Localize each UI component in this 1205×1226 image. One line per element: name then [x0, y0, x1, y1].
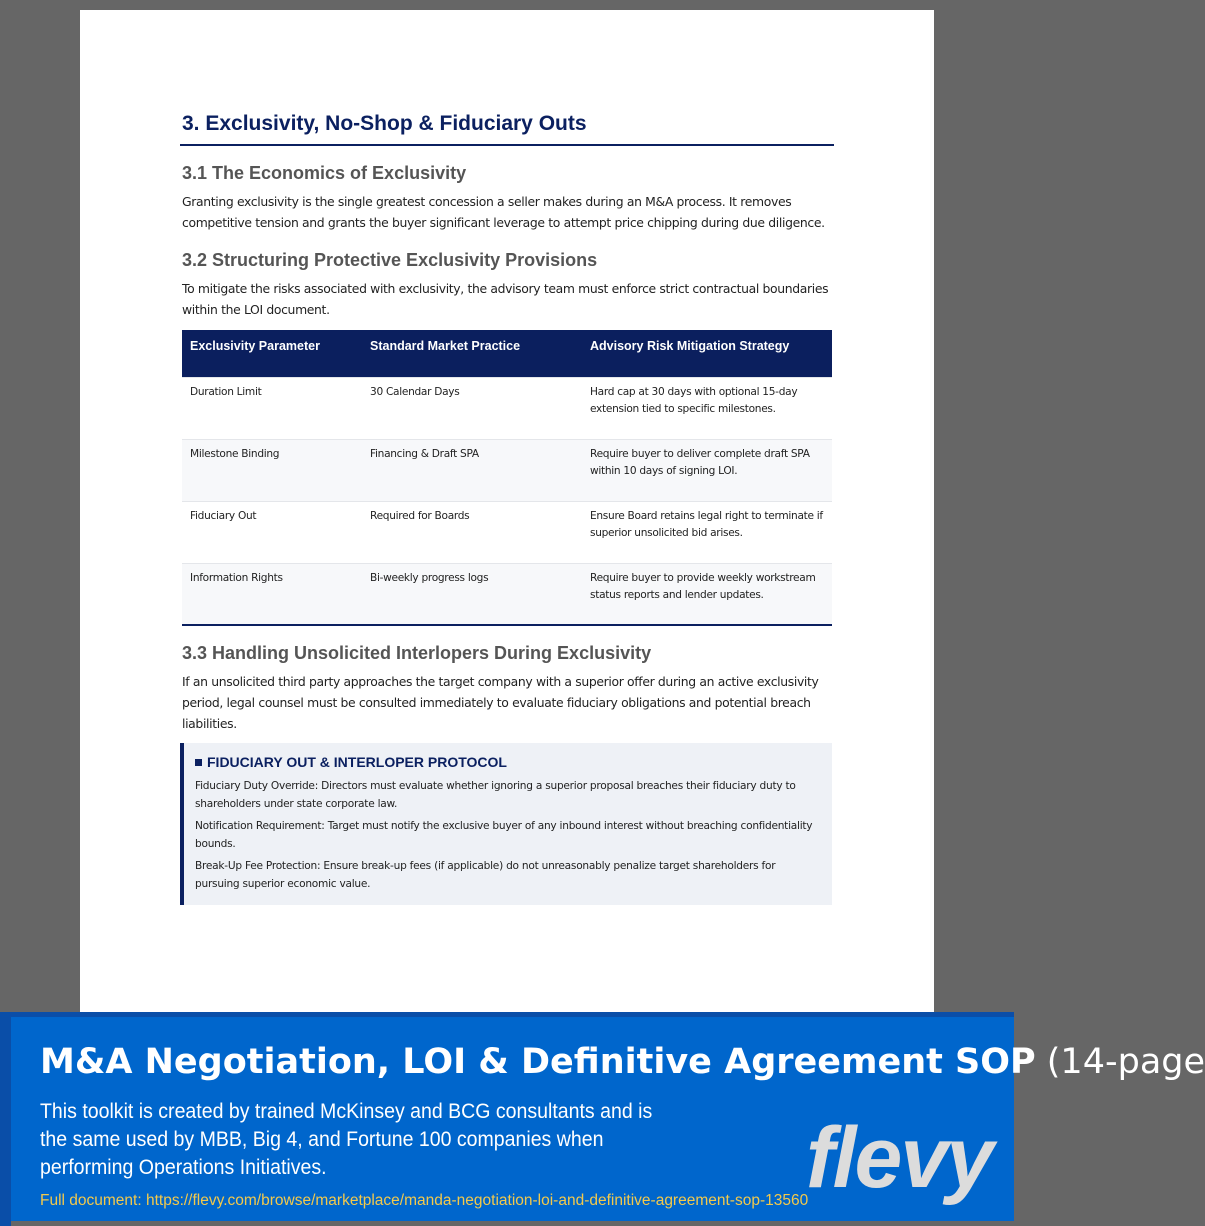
table-row [182, 377, 832, 439]
subsection-body-3-3: If an unsolicited third party approaches the target company with a superior offer during an active exclusivity period, legal counsel must be consulted immediately to evaluate fiduciary obligations and potential breach liabilities. [182, 674, 819, 731]
table-header-market-practice: Standard Market Practice [362, 330, 582, 377]
subsection-body-3-2: To mitigate the risks associated with exclusivity, the advisory team must enforce strict contractual boundaries within the LOI document. [182, 281, 829, 317]
document-content [182, 112, 834, 905]
table-cell: Ensure Board retains legal right to terminate if superior unsolicited bid arises. [582, 501, 832, 563]
table-cell: 30 Calendar Days [362, 377, 582, 439]
banner-title-pages: (14-page [1046, 1042, 1205, 1082]
table-cell: Required for Boards [362, 501, 582, 563]
table-cell: Require buyer to provide weekly workstream status reports and lender updates. [582, 563, 832, 625]
table-header-mitigation: Advisory Risk Mitigation Strategy [582, 330, 832, 377]
table-cell: Duration Limit [182, 377, 362, 439]
table-header-row [182, 330, 832, 377]
fiduciary-callout-box [180, 743, 832, 905]
table-cell: Information Rights [182, 563, 362, 625]
banner-edge [0, 1017, 11, 1226]
subsection-heading-3-1: 3.1 The Economics of Exclusivity [182, 163, 467, 183]
banner-title [40, 1042, 1205, 1082]
banner-description: This toolkit is created by trained McKinsey and BCG consultants and is the same used by MBB, Big 4, and Fortune 100 companies when performing Operations Initiatives. [40, 1100, 653, 1179]
document-page [80, 10, 934, 1020]
flevy-logo: flevy [806, 1110, 993, 1206]
table-cell: Hard cap at 30 days with optional 15-day extension tied to specific milestones. [582, 377, 832, 439]
subsection-heading-3-2: 3.2 Structuring Protective Exclusivity Provisions [182, 250, 598, 270]
banner-title-main: M&A Negotiation, LOI & Definitive Agreement SOP [40, 1042, 1036, 1082]
table-row [182, 501, 832, 563]
table-row [182, 439, 832, 501]
promo-banner [0, 1012, 1205, 1221]
exclusivity-table [182, 330, 832, 626]
callout-item: Fiduciary Duty Override: Directors must evaluate whether ignoring a superior proposal breaches their fiduciary duty to shareholders under state corporate law. [195, 780, 796, 810]
section-title: 3. Exclusivity, No-Shop & Fiduciary Outs [180, 112, 834, 146]
table-cell: Fiduciary Out [182, 501, 362, 563]
table-cell: Financing & Draft SPA [362, 439, 582, 501]
table-row [182, 563, 832, 625]
callout-title-text: FIDUCIARY OUT & INTERLOPER PROTOCOL [207, 754, 507, 770]
full-document-link[interactable]: Full document: https://flevy.com/browse/marketplace/manda-negotiation-loi-and-definitive-agreement-sop-13560 [40, 1192, 809, 1209]
subsection-body-3-1: Granting exclusivity is the single greatest concession a seller makes during an M&A process. It removes competitive tension and grants the buyer significant leverage to attempt price chipping during due diligence. [182, 194, 825, 230]
square-bullet-icon [195, 759, 202, 766]
subsection-heading-3-3: 3.3 Handling Unsolicited Interlopers During Exclusivity [182, 643, 652, 663]
table-cell: Bi-weekly progress logs [362, 563, 582, 625]
callout-title [195, 754, 820, 770]
callout-item: Break-Up Fee Protection: Ensure break-up fees (if applicable) do not unreasonably penalize target shareholders for pursuing superior economic value. [195, 860, 776, 890]
table-cell: Milestone Binding [182, 439, 362, 501]
table-header-parameter: Exclusivity Parameter [182, 330, 362, 377]
callout-item: Notification Requirement: Target must notify the exclusive buyer of any inbound interest without breaching confidentiality bounds. [195, 820, 813, 850]
table-cell: Require buyer to deliver complete draft SPA within 10 days of signing LOI. [582, 439, 832, 501]
